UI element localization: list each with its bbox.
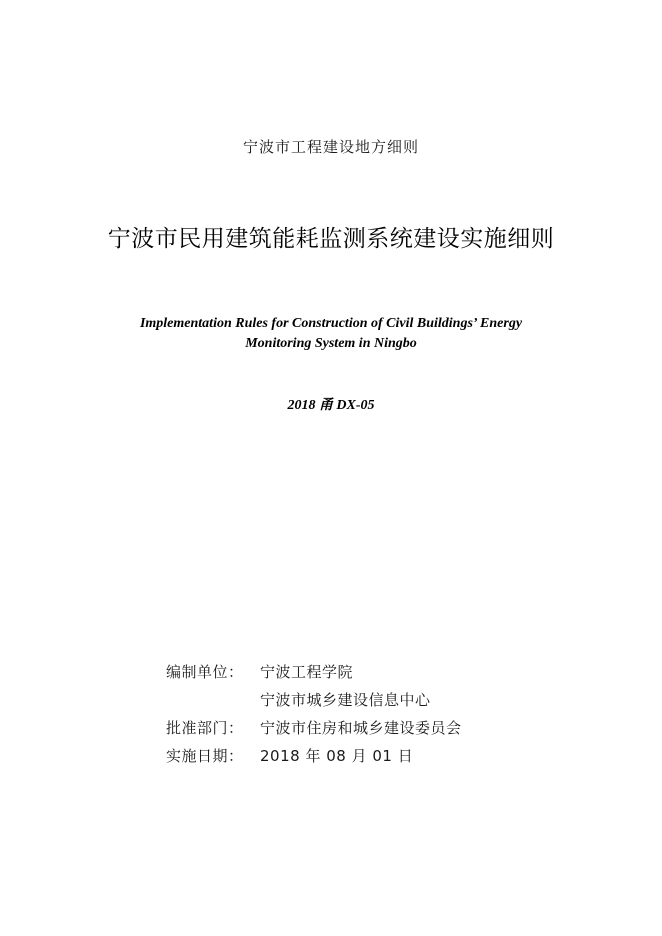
date-row: [166, 742, 462, 770]
compiler-value-2: 宁波市城乡建设信息中心: [260, 691, 431, 709]
compiler-row: [166, 658, 462, 686]
document-info-block: [166, 658, 462, 770]
date-label: 实施日期：: [166, 747, 244, 765]
compiler-label: 编制单位：: [166, 663, 244, 681]
series-title: 宁波市工程建设地方细则: [242, 138, 419, 156]
approver-label: 批准部门：: [166, 719, 244, 737]
compiler-label-spacer: [166, 686, 260, 714]
approver-row: [166, 714, 462, 742]
date-value: 2018 年 08 月 01 日: [260, 747, 414, 765]
document-code: 2018 甬 DX-05: [287, 398, 375, 413]
document-title-en: [90, 314, 572, 354]
title-en-line-1: Implementation Rules for Construction of Civil Buildings’ Energy: [139, 316, 523, 331]
document-title-cn: 宁波市民用建筑能耗监测系统建设实施细则: [107, 226, 555, 252]
compiler-value-1: 宁波工程学院: [260, 663, 354, 681]
title-en-line-2: Monitoring System in Ningbo: [245, 336, 417, 351]
approver-value: 宁波市住房和城乡建设委员会: [260, 719, 462, 737]
compiler-row-2: [166, 686, 462, 714]
